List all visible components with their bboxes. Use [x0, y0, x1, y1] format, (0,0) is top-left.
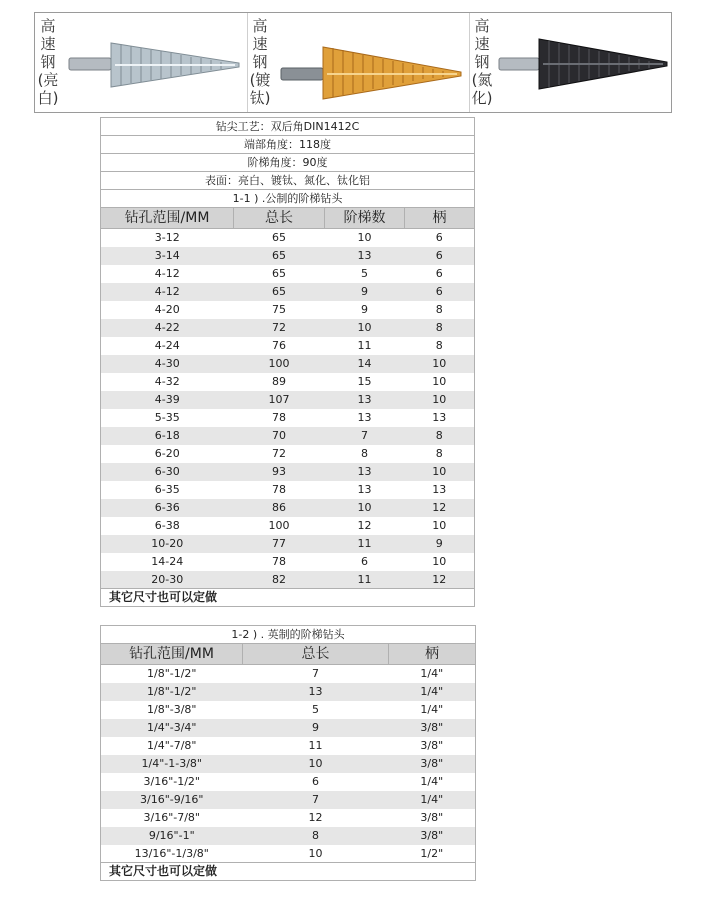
table-cell: 65	[234, 283, 325, 301]
column-header: 柄	[405, 208, 475, 229]
table-row	[101, 337, 475, 355]
table-cell: 6-18	[101, 427, 234, 445]
table-row	[101, 791, 476, 809]
table-cell: 4-39	[101, 391, 234, 409]
table-cell: 1/4"-1-3/8"	[101, 755, 243, 773]
table-cell: 6-35	[101, 481, 234, 499]
table-cell: 3/8"	[389, 827, 476, 845]
table-cell: 76	[234, 337, 325, 355]
table-cell: 10	[405, 463, 475, 481]
table-cell: 12	[405, 571, 475, 589]
table-cell: 6-36	[101, 499, 234, 517]
table-row	[101, 737, 476, 755]
drill-label-nitride: 高速钢(氮化)	[471, 17, 493, 107]
table-cell: 14	[325, 355, 405, 373]
table-row	[101, 481, 475, 499]
table-cell: 10	[405, 517, 475, 535]
table-caption-row	[101, 190, 475, 208]
table-cell: 65	[234, 265, 325, 283]
step-drill-bright-image	[59, 13, 245, 112]
custom-size-note: 其它尺寸也可以定做	[101, 863, 476, 881]
table-cell: 1/4"	[389, 791, 476, 809]
table-cell: 6-30	[101, 463, 234, 481]
table-cell: 10-20	[101, 535, 234, 553]
table-cell: 93	[234, 463, 325, 481]
table-row	[101, 355, 475, 373]
table-cell: 13/16"-1/3/8"	[101, 845, 243, 863]
table-row	[101, 409, 475, 427]
column-header: 总长	[234, 208, 325, 229]
table-cell: 75	[234, 301, 325, 319]
table-cell: 14-24	[101, 553, 234, 571]
table-cell: 4-12	[101, 283, 234, 301]
table-cell: 1/2"	[389, 845, 476, 863]
table-cell: 10	[405, 373, 475, 391]
table-cell: 13	[243, 683, 389, 701]
table-cell: 10	[405, 355, 475, 373]
table-cell: 8	[325, 445, 405, 463]
table-cell: 8	[405, 301, 475, 319]
table-cell: 6-38	[101, 517, 234, 535]
table-cell: 6	[405, 247, 475, 265]
table-cell: 5	[325, 265, 405, 283]
table-cell: 10	[325, 319, 405, 337]
table-row	[101, 265, 475, 283]
spec-row	[101, 154, 475, 172]
table-cell: 7	[243, 665, 389, 683]
header-row	[101, 208, 475, 229]
column-header: 钻孔范围/MM	[101, 644, 243, 665]
table-cell: 8	[405, 445, 475, 463]
table-row	[101, 229, 475, 247]
table-cell: 10	[243, 845, 389, 863]
table-row	[101, 701, 476, 719]
table-row	[101, 427, 475, 445]
table-row	[101, 463, 475, 481]
table-cell: 10	[325, 499, 405, 517]
table-cell: 100	[234, 517, 325, 535]
table-caption: 1-2 ) . 英制的阶梯钻头	[101, 626, 476, 644]
table-cell: 3/8"	[389, 809, 476, 827]
table-cell: 1/8"-1/2"	[101, 683, 243, 701]
column-header: 钻孔范围/MM	[101, 208, 234, 229]
table-cell: 1/8"-1/2"	[101, 665, 243, 683]
table-row	[101, 499, 475, 517]
table-cell: 1/8"-3/8"	[101, 701, 243, 719]
column-header: 阶梯数	[325, 208, 405, 229]
table-row	[101, 445, 475, 463]
table-cell: 78	[234, 553, 325, 571]
table-cell: 82	[234, 571, 325, 589]
table-cell: 4-24	[101, 337, 234, 355]
table-cell: 6	[243, 773, 389, 791]
spec-row	[101, 118, 475, 136]
table-cell: 89	[234, 373, 325, 391]
table-cell: 3/16"-1/2"	[101, 773, 243, 791]
table-row	[101, 845, 476, 863]
custom-size-note-row	[101, 589, 475, 607]
table-cell: 13	[325, 247, 405, 265]
table-cell: 12	[243, 809, 389, 827]
table-row	[101, 809, 476, 827]
table-cell: 11	[325, 337, 405, 355]
table-cell: 5-35	[101, 409, 234, 427]
table-row	[101, 517, 475, 535]
table-cell: 15	[325, 373, 405, 391]
metric-step-drill-table	[100, 117, 475, 607]
table-cell: 4-20	[101, 301, 234, 319]
table-cell: 13	[405, 409, 475, 427]
table-cell: 3/16"-7/8"	[101, 809, 243, 827]
table-cell: 7	[325, 427, 405, 445]
spec-line: 阶梯角度：90度	[101, 154, 475, 172]
table-cell: 3-12	[101, 229, 234, 247]
table-cell: 8	[243, 827, 389, 845]
table-row	[101, 553, 475, 571]
table-cell: 11	[325, 535, 405, 553]
table-cell: 6	[405, 229, 475, 247]
imperial-step-drill-table	[100, 625, 476, 881]
table-cell: 3/8"	[389, 737, 476, 755]
table-cell: 9	[243, 719, 389, 737]
spec-row	[101, 136, 475, 154]
table-row	[101, 391, 475, 409]
table-row	[101, 683, 476, 701]
table-cell: 3/8"	[389, 719, 476, 737]
custom-size-note-row	[101, 863, 476, 881]
table-cell: 1/4"	[389, 665, 476, 683]
table-cell: 5	[243, 701, 389, 719]
table-cell: 10	[243, 755, 389, 773]
drill-panel-nitride	[469, 13, 673, 112]
table-cell: 4-30	[101, 355, 234, 373]
table-caption: 1-1 ) .公制的阶梯钻头	[101, 190, 475, 208]
table-cell: 77	[234, 535, 325, 553]
table-cell: 72	[234, 445, 325, 463]
table-cell: 4-12	[101, 265, 234, 283]
table-cell: 65	[234, 247, 325, 265]
table-row	[101, 373, 475, 391]
table-row	[101, 247, 475, 265]
table-cell: 8	[405, 427, 475, 445]
spec-row	[101, 172, 475, 190]
table-cell: 107	[234, 391, 325, 409]
drill-label-bright: 高速钢(亮白)	[37, 17, 59, 107]
column-header: 总长	[243, 644, 389, 665]
table-cell: 9	[325, 283, 405, 301]
table-row	[101, 665, 476, 683]
table-cell: 13	[325, 481, 405, 499]
column-header: 柄	[389, 644, 476, 665]
table-cell: 4-22	[101, 319, 234, 337]
table-cell: 3/16"-9/16"	[101, 791, 243, 809]
table-row	[101, 755, 476, 773]
table-cell: 3/8"	[389, 755, 476, 773]
table-cell: 10	[325, 229, 405, 247]
table-cell: 8	[405, 319, 475, 337]
table-cell: 10	[405, 553, 475, 571]
table-row	[101, 319, 475, 337]
spec-line: 钻尖工艺：双后角DIN1412C	[101, 118, 475, 136]
table-cell: 20-30	[101, 571, 234, 589]
table-cell: 3-14	[101, 247, 234, 265]
table-cell: 11	[243, 737, 389, 755]
table-row	[101, 535, 475, 553]
table-cell: 6-20	[101, 445, 234, 463]
drill-panel-bright	[35, 13, 247, 112]
table-cell: 4-32	[101, 373, 234, 391]
drill-panel-titanium	[247, 13, 469, 112]
table-cell: 9/16"-1"	[101, 827, 243, 845]
table-cell: 86	[234, 499, 325, 517]
table-cell: 1/4"	[389, 701, 476, 719]
table-cell: 7	[243, 791, 389, 809]
table-cell: 13	[325, 463, 405, 481]
table-row	[101, 301, 475, 319]
table-cell: 13	[325, 391, 405, 409]
table-cell: 8	[405, 337, 475, 355]
table-cell: 100	[234, 355, 325, 373]
spec-line: 表面：亮白、镀钛、氮化、钛化铝	[101, 172, 475, 190]
table-cell: 9	[325, 301, 405, 319]
table-row	[101, 571, 475, 589]
table-cell: 6	[405, 265, 475, 283]
table-row	[101, 773, 476, 791]
step-drill-titanium-image	[271, 13, 467, 112]
table-cell: 65	[234, 229, 325, 247]
custom-size-note: 其它尺寸也可以定做	[101, 589, 475, 607]
table-cell: 12	[405, 499, 475, 517]
table-row	[101, 719, 476, 737]
table-cell: 6	[325, 553, 405, 571]
table-cell: 13	[405, 481, 475, 499]
table-cell: 78	[234, 481, 325, 499]
table-cell: 12	[325, 517, 405, 535]
table-cell: 72	[234, 319, 325, 337]
spec-line: 端部角度：118度	[101, 136, 475, 154]
drill-label-titanium: 高速钢(镀钛)	[249, 17, 271, 107]
table-cell: 78	[234, 409, 325, 427]
table-cell: 6	[405, 283, 475, 301]
table-cell: 1/4"-7/8"	[101, 737, 243, 755]
table-cell: 13	[325, 409, 405, 427]
header-row	[101, 644, 476, 665]
table-row	[101, 283, 475, 301]
table-row	[101, 827, 476, 845]
table-caption-row	[101, 626, 476, 644]
step-drill-nitride-image	[493, 13, 673, 112]
table-cell: 1/4"-3/4"	[101, 719, 243, 737]
table-cell: 10	[405, 391, 475, 409]
table-cell: 70	[234, 427, 325, 445]
table-cell: 1/4"	[389, 773, 476, 791]
table-cell: 11	[325, 571, 405, 589]
product-banner	[34, 12, 672, 113]
table-cell: 1/4"	[389, 683, 476, 701]
table-cell: 9	[405, 535, 475, 553]
